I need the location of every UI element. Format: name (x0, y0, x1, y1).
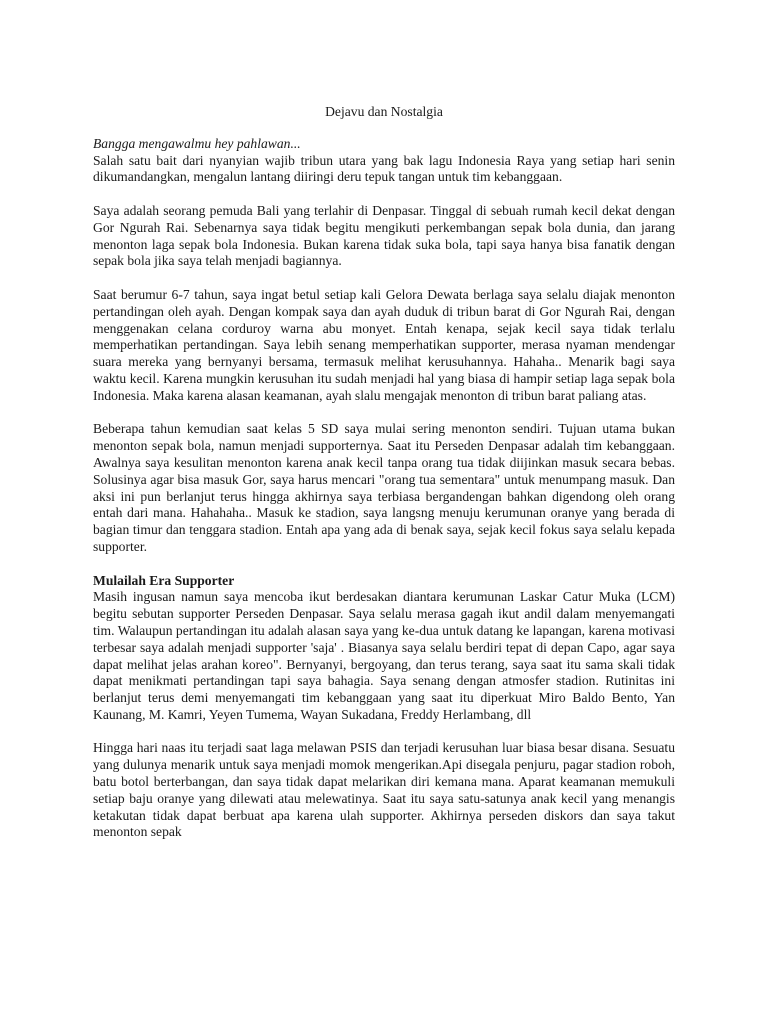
document-title: Dejavu dan Nostalgia (325, 104, 443, 119)
paragraph-4: Beberapa tahun kemudian saat kelas 5 SD saya mulai sering menonton sendiri. Tujuan utama bukan menonton sepak bola, namun menjadi supporternya. Saat itu Perseden Denpasar adalah tim kebanggaan. Awalnya saya kesulitan menonton karena anak kecil tanpa orang tua tidak diijinkan masuk secara bebas. Solusinya agar bisa masuk Gor, saya harus mencari "orang tua sementara" untuk menumpang masuk. Dan aksi ini pun berlanjut terus hingga akhirnya saya terbiasa bergandengan bahkan digendong oleh orang entah dari mana. Hahahaha.. Masuk ke stadion, saya langsng menuju kerumunan oranye yang berada di bagian timur dan tenggara stadion. Entah apa yang ada di benak saya, sejak kecil fokus saya selalu kepada supporter. (93, 421, 675, 554)
paragraph-1: Salah satu bait dari nyanyian wajib tribun utara yang bak lagu Indonesia Raya yang setiap hari senin dikumandangkan, mengalun lantang diiringi deru tepuk tangan untuk tim kebanggaan. (93, 152, 675, 185)
section-paragraph-1: Masih ingusan namun saya mencoba ikut berdesakan diantara kerumunan Laskar Catur Muka (LCM) begitu sebutan supporter Perseden Denpasar. Saya selalu merasa gagah ikut andil dalam menyemangati tim. Walaupun pertandingan itu adalah alasan saya yang ke-dua untuk datang ke lapangan, karena motivasi terbesar saya adalah menjadi supporter 'saja' . Biasanya saya selalu berdiri tepat di depan Capo, agar saya dapat melihat jelas arahan koreo". Bernyanyi, bergoyang, dan terus terang, saya saat itu sama skali tidak dapat menikmati pertandingan tapi saya bahagia. Saya senang dengan atmosfer stadion. Rutinitas ini berlanjut terus demi menyemangati tim kebanggaan yang saat itu diperkuat Miro Baldo Bento, Yan Kaunang, M. Kamri, Yeyen Tumema, Wayan Sukadana, Freddy Herlambang, dll (93, 589, 675, 722)
section-paragraph-2: Hingga hari naas itu terjadi saat laga melawan PSIS dan terjadi kerusuhan luar biasa besar disana. Sesuatu yang dulunya menarik untuk saya menjadi momok mengerikan.Api disegala penjuru, pagar stadion roboh, batu botol berterbangan, dan saya tidak dapat melarikan diri kemana mana. Aparat keamanan memukuli setiap baju oranye yang dilewati atau melewatinya. Saat itu saya satu-satunya anak kecil yang menangis ketakutan tidak dapat berbuat apa karena ulah supporter. Akhirnya perseden diskors dan saya takut menonton sepak (93, 740, 675, 840)
section-heading: Mulailah Era Supporter (93, 572, 235, 588)
document-page (93, 104, 675, 858)
paragraph-2: Saya adalah seorang pemuda Bali yang terlahir di Denpasar. Tinggal di sebuah rumah kecil dekat dengan Gor Ngurah Rai. Sebenarnya saya tidak begitu mengikuti perkembangan sepak bola dunia, dan jarang menonton laga sepak bola Indonesia. Bukan karena tidak suka bola, tapi saya hanya bisa fanatik dengan sepak bola jika saya telah menjadi bagiannya. (93, 202, 675, 269)
paragraph-3: Saat berumur 6-7 tahun, saya ingat betul setiap kali Gelora Dewata berlaga saya selalu diajak menonton pertandingan oleh ayah. Dengan kompak saya dan ayah duduk di tribun barat di Gor Ngurah Rai, dengan menggenakan celana corduroy warna abu monyet. Entah kenapa, sejak kecil saya tidak terlalu memperhatikan pertandingan. Saya lebih senang memperhatikan supporter, merasa nyaman mendengar suara mereka yang bernyanyi bersama, termasuk melihat kerusuhannya. Hahaha.. Menarik bagi saya waktu kecil. Karena mungkin kerusuhan itu sudah menjadi hal yang biasa di hampir setiap laga sepak bola Indonesia. Maka karena alasan keamanan, ayah slalu mengajak menonton di tribun barat paliang atas. (93, 286, 675, 403)
intro-lyric: Bangga mengawalmu hey pahlawan... (93, 135, 301, 151)
